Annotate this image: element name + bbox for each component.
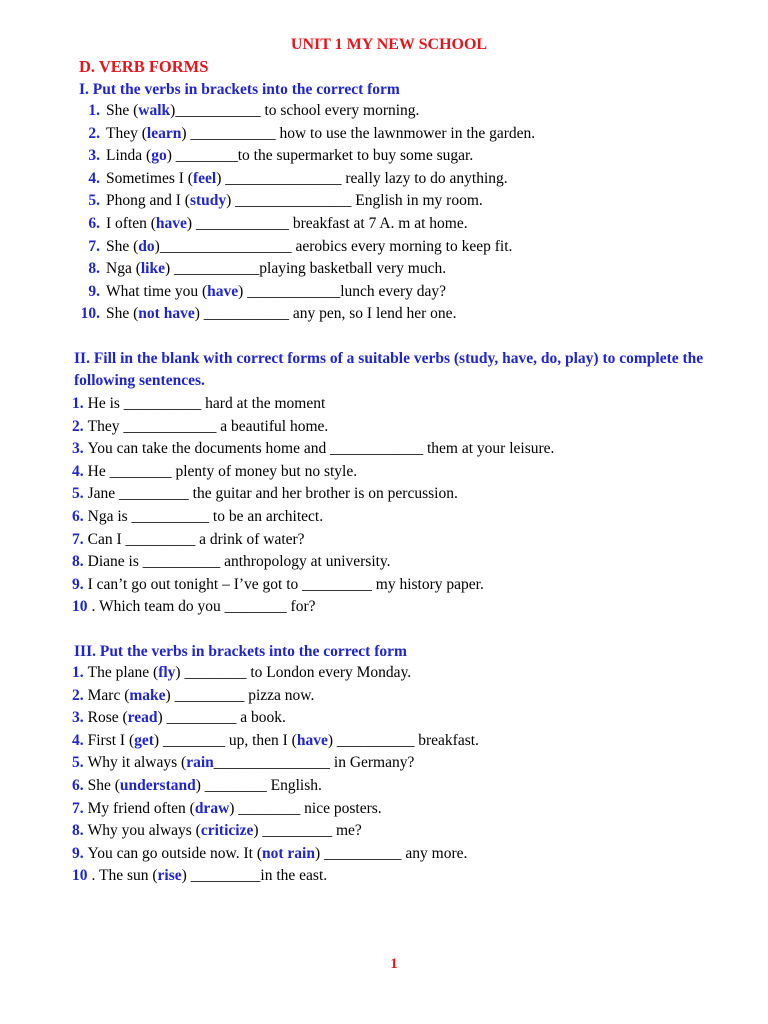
sentence-part: ) ________ nice posters. (229, 799, 382, 817)
item-number: 9. (72, 844, 84, 862)
exercise-2-heading: II. Fill in the blank with correct forms of a suitable verbs (study, have, do, play) to complete the following sentences. (74, 350, 704, 389)
sentence-start: Linda ( (106, 147, 152, 165)
list-item (76, 190, 535, 213)
sentence-part: Why you always ( (87, 822, 201, 840)
item-number: 9. (72, 575, 84, 593)
list-item (72, 483, 554, 506)
item-number: 8. (72, 822, 84, 840)
sentence-part: ) _________in the east. (181, 867, 328, 885)
list-item (76, 100, 535, 123)
list-item (72, 393, 554, 416)
item-number: 10 (72, 867, 88, 885)
list-item (72, 574, 554, 597)
verb-cue: read (127, 709, 158, 727)
sentence-part: ) ________ to London every Monday. (175, 664, 412, 681)
sentence-part: ) __________ breakfast. (327, 731, 479, 749)
item-number: 5. (72, 754, 84, 772)
list-item (76, 123, 535, 146)
sentence-part: Marc ( (87, 686, 130, 704)
sentence-end: ) _______________ really lazy to do anything. (216, 169, 508, 187)
verb-cue: understand (119, 776, 196, 794)
sentence-end: ) ____________lunch every day? (238, 282, 447, 300)
sentence-text: Can I _________ a drink of water? (87, 530, 305, 548)
page-number: 1 (390, 956, 398, 972)
exercise-1-heading: I. Put the verbs in brackets into the correct form (79, 81, 400, 98)
sentence-start: They ( (106, 124, 147, 142)
item-number: 3. (72, 709, 84, 727)
sentence-start: She ( (106, 237, 139, 255)
list-item (72, 529, 554, 552)
list-item (76, 168, 535, 191)
section-heading: D. VERB FORMS (79, 57, 209, 76)
sentence-part: ) _________ pizza now. (165, 686, 315, 704)
verb-cue: not rain (262, 844, 315, 862)
sentence-part: Rose ( (87, 709, 128, 727)
item-number: 5. (88, 192, 100, 210)
item-number: 10 (72, 598, 88, 616)
item-number: 1. (72, 664, 84, 681)
item-number: 9. (88, 282, 100, 300)
item-number: 2. (72, 686, 84, 704)
list-item (76, 281, 535, 304)
list-item (72, 551, 554, 574)
sentence-part: You can go outside now. It ( (87, 844, 262, 862)
list-item (72, 416, 554, 439)
verb-cue: criticize (200, 822, 254, 840)
sentence-part: She ( (87, 776, 120, 794)
list-item (76, 213, 535, 236)
verb-cue: like (140, 260, 165, 278)
verb-cue: have (155, 214, 187, 232)
list-item (72, 730, 479, 753)
verb-cue: have (296, 731, 328, 749)
exercise-1-list (76, 100, 535, 326)
item-number: 10. (80, 305, 100, 323)
verb-cue: rise (157, 867, 182, 885)
item-number: 7. (72, 799, 84, 817)
exercise-3-heading: III. Put the verbs in brackets into the correct form (74, 643, 407, 660)
list-item (72, 461, 554, 484)
sentence-text: He is __________ hard at the moment (87, 395, 326, 412)
verb-cue: make (129, 686, 166, 704)
sentence-start: What time you ( (106, 282, 208, 300)
list-item (72, 662, 479, 685)
verb-cue: walk (138, 102, 171, 119)
item-number: 4. (72, 462, 84, 480)
sentence-start: Phong and I ( (106, 192, 190, 210)
list-item (72, 506, 554, 529)
list-item (72, 752, 479, 775)
item-number: 1. (88, 102, 100, 119)
item-number: 4. (72, 731, 84, 749)
sentence-part: . The sun ( (91, 867, 158, 885)
sentence-end: ) ________to the supermarket to buy some sugar. (166, 147, 474, 165)
list-item (72, 843, 479, 866)
sentence-end: ) ____________ breakfast at 7 A. m at home. (186, 214, 468, 232)
list-item (72, 798, 479, 821)
item-number: 2. (88, 124, 100, 142)
item-number: 3. (72, 440, 84, 458)
sentence-end: ) ___________playing basketball very much. (165, 260, 447, 278)
sentence-text: . Which team do you ________ for? (91, 598, 316, 616)
sentence-part: ) ________ up, then I ( (153, 731, 297, 749)
item-number: 7. (88, 237, 100, 255)
item-number: 5. (72, 485, 84, 503)
sentence-end: )___________ to school every morning. (170, 102, 420, 119)
list-item (76, 258, 535, 281)
sentence-start: I often ( (106, 214, 156, 232)
sentence-text: You can take the documents home and ____________ them at your leisure. (87, 440, 555, 458)
item-number: 8. (88, 260, 100, 278)
verb-cue: feel (192, 169, 217, 187)
item-number: 6. (72, 776, 84, 794)
item-number: 4. (88, 169, 100, 187)
verb-cue: rain (186, 754, 214, 772)
sentence-start: Sometimes I ( (106, 169, 193, 187)
sentence-start: She ( (106, 305, 139, 323)
item-number: 8. (72, 553, 84, 571)
item-number: 7. (72, 530, 84, 548)
sentence-end: )_________________ aerobics every morning to keep fit. (154, 237, 513, 255)
list-item (72, 707, 479, 730)
sentence-text: Diane is __________ anthropology at university. (87, 553, 391, 571)
item-number: 1. (72, 395, 84, 412)
sentence-part: The plane ( (87, 664, 159, 681)
sentence-part: ) ________ English. (195, 776, 322, 794)
sentence-part: _______________ in Germany? (213, 754, 415, 772)
verb-cue: fly (158, 664, 176, 681)
list-item (72, 438, 554, 461)
verb-cue: go (151, 147, 167, 165)
item-number: 3. (88, 147, 100, 165)
sentence-text: Nga is __________ to be an architect. (87, 507, 324, 525)
list-item (72, 820, 479, 843)
exercise-3-list (72, 662, 479, 888)
verb-cue: do (138, 237, 155, 255)
verb-cue: learn (146, 124, 182, 142)
list-item (72, 685, 479, 708)
sentence-part: ) _________ a book. (157, 709, 286, 727)
sentence-text: I can’t go out tonight – I’ve got to _________ my history paper. (87, 575, 484, 593)
list-item (72, 865, 479, 888)
sentence-end: ) ___________ how to use the lawnmower in the garden. (181, 124, 536, 142)
sentence-part: My friend often ( (87, 799, 195, 817)
list-item (76, 236, 535, 259)
verb-cue: not have (138, 305, 195, 323)
sentence-start: Nga ( (106, 260, 141, 278)
sentence-part: First I ( (87, 731, 135, 749)
list-item (76, 303, 535, 326)
sentence-text: He ________ plenty of money but no style. (87, 462, 358, 480)
sentence-part: ) __________ any more. (314, 844, 468, 862)
list-item (76, 145, 535, 168)
sentence-part: ) _________ me? (253, 822, 362, 840)
item-number: 2. (72, 417, 84, 435)
list-item (72, 775, 479, 798)
sentence-end: ) ___________ any pen, so I lend her one. (194, 305, 457, 323)
sentence-text: They ____________ a beautiful home. (87, 417, 329, 435)
exercise-2-list (72, 393, 554, 619)
list-item (72, 596, 554, 619)
item-number: 6. (88, 214, 100, 232)
verb-cue: study (189, 192, 227, 210)
verb-cue: draw (194, 799, 230, 817)
sentence-end: ) _______________ English in my room. (226, 192, 483, 210)
sentence-text: Jane _________ the guitar and her brother is on percussion. (87, 485, 458, 503)
sentence-start: She ( (106, 102, 139, 119)
item-number: 6. (72, 507, 84, 525)
verb-cue: get (134, 731, 154, 749)
verb-cue: have (207, 282, 239, 300)
sentence-part: Why it always ( (87, 754, 187, 772)
unit-title: UNIT 1 MY NEW SCHOOL (290, 36, 488, 53)
